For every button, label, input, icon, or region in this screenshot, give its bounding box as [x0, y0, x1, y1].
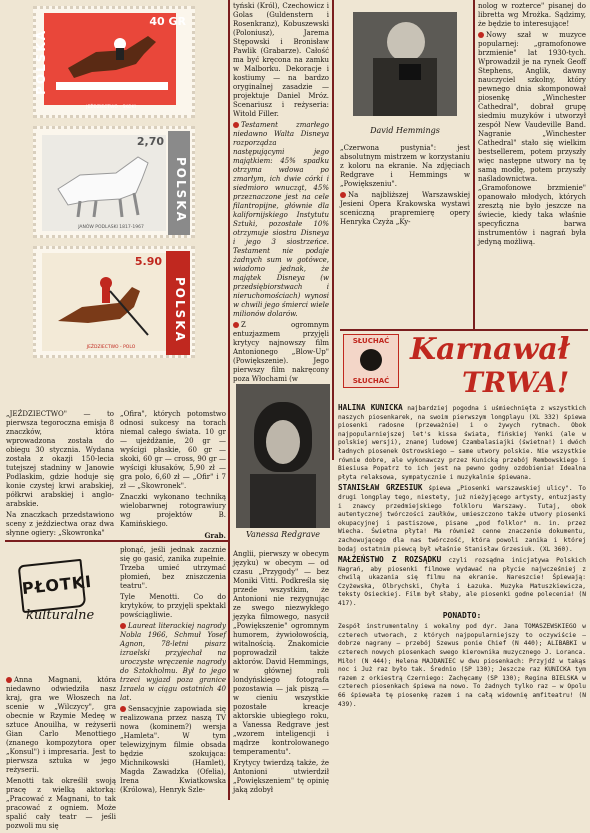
red-bullet-icon — [6, 677, 12, 683]
paragraph: Krytycy twierdzą także, że Antonioni utwierdził „Powiększeniem" tę opinię jaką zdobył — [233, 759, 329, 794]
horse-rider-illustration — [56, 24, 168, 104]
red-bullet-icon — [340, 192, 346, 198]
stamp-arabian-horse — [33, 126, 195, 238]
badge-bottom-text: SŁUCHAĆ — [352, 377, 390, 385]
photo-head — [387, 22, 425, 62]
paragraph: Sensacyjnie zapowiada się realizowana przez naszą TV nowa (kominem?) wersja „Hamleta". W tym telewizyjnym filmie obsada będzie szokująca: Michnikowski (Hamlet), Magda Zawadzka (Ofelia), Irena Kwiatkowska (Królowa), Henryk Szle- — [120, 705, 226, 794]
stamp-value: 5.90 — [134, 255, 162, 268]
stamp-country: POLSKA — [34, 29, 48, 95]
record-review-body — [338, 404, 586, 711]
record-badge — [343, 334, 399, 388]
paragraph: Tyle Menotti. Co do krytyków, to przyjęli spektakl powściągliwie. — [120, 593, 226, 619]
ponadto-heading: PONADTO: — [442, 610, 482, 620]
stamp-show-jumping — [33, 6, 195, 118]
signature: Grab. — [204, 531, 226, 540]
paragraph: STANISŁAW GRZESIUK śpiewa „Piosenki warszawskiej ulicy". To drugi longplay tego, niestety, już nieżyjącego artysty, entuzjasty i znawcy przedmiejskiego folkloru Warszawy. Tutaj, obok autentycznej twórczości zaułków, umieszczono także utwory piosenki okupacyjnej i pastiszowe, pisane „pod folklor" m. in. przez Wiecha. Świetna płyta! Ma również cenne znaczenie dokumentu, zachowującego dla nas twórczość, która powoli zanika i której bodaj ostatnim piewcą był właśnie Stanisław Grzesiuk. (XL 360). — [338, 483, 586, 553]
photo-caption: David Hemmings — [370, 126, 440, 135]
red-bullet-icon — [120, 706, 126, 712]
paragraph: „Ofira", których potomstwo odnosi sukcesy na torach niemal całego świata. 10 gr — ujeżdżanie, 20 gr — wyścigi płaskie, 60 gr — skoki, 60 gr — cross, 90 gr — wyścigi kłusaków, 5,90 zł — gra polo, 6,60 zł — „Ofir" i 7 zł — „Skowronek". — [120, 410, 226, 490]
paragraph: Z ogromnym entuzjazmem przyjęli krytycy najnowszy film Antonionego „Blow-Up" (Powiększenie). Jego pierwszy film nakręcony poza Włochami (w — [233, 321, 329, 383]
paragraph: tyński (Król), Czechowicz i Golas (Guldenstern i Rosenkranz), Kobuszewski (Poloniusz), Jarema Stępowski i Bronisław Pawlik (Grabarze). Całość ma być kręcona na zamku w Malborku. Dekoracje i kostiumy — na bardzo oryginalnej zasadzie — projektuje Daniel Mróz. Scenariusz i reżyseria: Witold Filler. — [233, 2, 329, 118]
col-a-bottom — [6, 676, 116, 833]
paragraph: nolog w rozterce" pisanej do libretta wg Mrożka. Sądzimy, że będzie to interesujące! — [478, 2, 586, 28]
stamps-article-col-1 — [6, 410, 114, 540]
stamp-country: POLSKA — [173, 277, 187, 343]
photo-face — [266, 420, 300, 464]
paragraph: HALINA KUNICKA najbardziej pogodna i uśmiechnięta z wszystkich naszych piosenkarek, na swoim pierwszym longplayu (XL 332) śpiewa piosenki radosne (przeważnie) i o żywych rytmach. Obok najpopularniejszej let's kissa świata, fińskiej Yenki (ale w polskiej wersji), znanej ludowej Czambalasiajki (świetna!) i dwóch ładnych piosenek Ostrowskiego — same utwory polskie. Nie wszystkie równie dobre, ale wykonawczy przez Kunicką przebój Rembowskiego i Biesiusa Popatrz to ich jest na pewno godny ozdobienia! Idealna płyta relaksowa, sympatycznie i muzykalnie śpiewana. — [338, 403, 586, 481]
photo-david-hemmings — [353, 12, 457, 116]
photo-caption: Vanessa Redgrave — [245, 530, 321, 539]
paragraph: płonąć, jeśli jednak zacznie się go gasić, zanika zupełnie. Trzeba umieć utrzymać płomień, bez zniszczenia teatru". — [120, 546, 226, 590]
col-c-top — [233, 2, 329, 386]
col-c-bottom — [233, 550, 329, 797]
logo-title: PŁOTKI — [18, 559, 87, 613]
paragraph: Testament zmarłego niedawno Walta Disneya rozporządza następującymi jego majątkiem: 45% spadku otrzyma wdowa po zmarłym, ich dwie córki i siedmioro wnucząt, 45% przeznaczone jest na cele filantropijne, głównie dla kalifornijskiego Instytutu Sztuki, pozostałe 10% otrzymuje siostra Disneya i jego 3 siostrzeńce. Testament nie podaje żadnych sum w gotówce, wiadomo jednak, że majątek Disneya (w przedsiębiorstwach i nieruchomościach) wynosi w chwili jego śmierci wiele milionów dolarów. — [233, 121, 329, 318]
stamp-caption: JEŹDZIECTWO - SKOKI — [86, 105, 136, 110]
column-logo — [14, 562, 114, 652]
red-bullet-icon — [233, 322, 239, 328]
polo-rider-illustration — [48, 261, 160, 345]
paragraph: Znaczki wykonano techniką wielobarwnej rotograwiury wg projektów B. Kamińskiego. — [120, 493, 226, 528]
col-d-top — [340, 144, 470, 229]
record-icon — [360, 349, 382, 371]
stamp-value: 40 GR — [149, 15, 186, 28]
column-rule — [332, 0, 334, 460]
col-e-top — [478, 2, 586, 249]
article-title-line-2: TRWA! — [462, 366, 570, 399]
col-b-bottom — [120, 546, 226, 797]
paragraph: Laureat literackiej nagrody Nobla 1966, Schmuł Yosef Agnon, 78-letni pisarz izraelski przyjechał na uroczyste wręczenie nagrody do Sztokholmu. Był to jego trzeci wyjazd poza granice Izraela w ciągu ostatnich 40 lat. — [120, 622, 226, 702]
stamp-caption: JANÓW PODLASKI 1817-1967 — [78, 225, 144, 230]
article-title: Karnawał — [410, 332, 570, 367]
stamp-polo — [33, 246, 195, 358]
paragraph: Anna Magnani, która niedawno odwiedziła nasz kraj, gra we Włoszech na scenie w „Wilczycy", gra obecnie w Rzymie Medeę w sztuce Anouilha, w reżyserii Gian Carlo Menottiego (znanego kompozytora oper „Konsul") i impresaria. Jest to pierwsza sztuka w jego reżyserii. — [6, 676, 116, 774]
paragraph: Nowy szał w muzyce popularnej: „gramofonowe brzmienie" lat 1930-tych. Wprowadził je na rynek Geoff Stephens, Anglik, dawny nauczyciel szkolny, który pewnego dnia skomponował piosenkę „Winchester Cathedral", dobrał grupę siedmiu muzyków i utworzył zespół New Vaudeville Band. Nagranie „Winchester Cathedral" stało się wielkim bestsellerem, potem przyszły więc następne utwory na tę samą modłę, potem przyszły naśladownictwa. „Gramofonowe brzmienie" opanowało młodych, których zresztą nie było jeszcze na świecie, kiedy taka właśnie specyficzna barwa instrumentów i nagrań była jedyną możliwą. — [478, 31, 586, 246]
column-rule — [228, 0, 230, 800]
paragraph: „Czerwona pustynia": jest absolutnym mistrzem w korzystaniu z koloru na ekranie. Na zdjęciach Redgrave i Hemmings w „Powiększeniu". — [340, 144, 470, 188]
paragraph: Menotti tak określił swoją pracę z wielką aktorką: „Pracować z Magnani, to tak pracować z ogniem. Może spalić cały teatr — jeśli pozwoli mu się — [6, 777, 116, 830]
paragraph: Na najbliższej Warszawskiej Jesieni Opera Krakowska wystawi sceniczną prapremierę opery Henryka Czyża „Ky- — [340, 191, 470, 226]
column-rule — [473, 0, 475, 330]
paragraph: Na znaczkach przedstawiono sceny z jeździectwa oraz dwa słynne ogiery: „Skowronka" — [6, 511, 114, 537]
stamps-article-col-2 — [120, 410, 226, 542]
stamp-value: 2,70 — [136, 135, 164, 148]
paragraph: MAŁŻEŃSTWO Z ROZSĄDKU czyli rozsądna inicjatywa Polskich Nagrań, aby piosenki filmowe wydawać na płycie najwcześniej z chwilą ukazania się filmu na ekranie. Nareszcie! Śpiewają: Czyżewska, Olbrychski, Chyła i Łazuka. Muzyka Matuszkiewicza, teksty Osieckiej. Film był słaby, ale piosenki godne polecenia! (N 417). — [338, 555, 586, 608]
red-bullet-icon — [120, 623, 126, 629]
red-bullet-icon — [478, 32, 484, 38]
camera-icon — [399, 64, 421, 80]
badge-top-text: SŁUCHAĆ — [352, 337, 390, 345]
stamp-caption: JEŹDZIECTWO - POLO — [86, 345, 136, 350]
paragraph: „JEŹDZIECTWO" — to pierwsza tegoroczna emisja 8 znaczków, która wprowadzona została do obiegu 30 stycznia. Wydana została z okazji 150-lecia tutejszej stadniny w Janowie Podlaskim, gdzie hoduje się konie czystej krwi arabskiej, półkrwi arabskiej i anglo-arabskie. — [6, 410, 114, 508]
section-rule — [340, 329, 588, 331]
horse-illustration — [50, 149, 160, 219]
stamp-country: POLSKA — [174, 157, 188, 223]
red-bullet-icon — [233, 122, 239, 128]
logo-subtitle: kulturalne — [26, 608, 95, 623]
photo-vanessa-redgrave — [236, 384, 330, 528]
photo-body — [250, 474, 316, 528]
paragraph: Zespół instrumentalny i wokalny pod dyr. Jana TOMASZEWSKIEGO w czterech utworach, z których najpopularniejszy to oczywiście — dobrze nagrany — przebój Szewus ponie Chief (N 440); ALIBABKI w czterech nowych piosenkach swego kierownika muzycznego J. Loranca. Miło! (N 444); Helena MAJDANIEC w dwu piosenkach: Przyjdź w takąs noc i Już raz było tak. Średnio (SP 130); Jeszcze raz KUNICKA tym razem z orkiestrą Czerniego: Zachęcamy (SP 130); Regina BIELSKA w czterech piosenkach śpiewa na nowo. To żadnych tylko raz — w Opolu 66 śpiewała tę piosenkę razem i na całą widownię amfiteatru! (N 439). — [338, 623, 586, 708]
paragraph: Anglii, pierwszy w obecym języku) w obecym — od czasu „Przygody" — bez Moniki Vitti. Podkreśla się przede wszystkim, że Antonioni nie rezygnując ze swego niezwykłego języka filmowego, nasycił „Powiększenie" ogromnym humorem, żywiołowością, witalnością. Znakomicie poprowadził także aktorów. David Hemmings, w głównej roli londyńskiego fotografa pozostawia — jak piszą — w cieniu wszystkie pozostałe kreacje aktorskie ubiegłego roku, a Vanessa Redgrave jest „wzorem inteligencji i mądrze kontrolowanego temperamentu". — [233, 550, 329, 756]
